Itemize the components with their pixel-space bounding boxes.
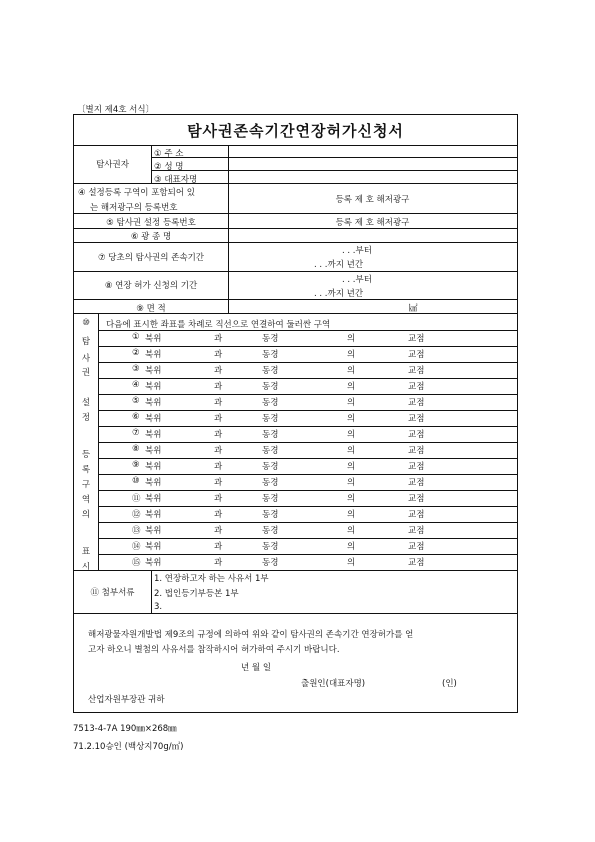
- latitude-label: 북위: [145, 398, 162, 408]
- point-number: ⑤: [132, 396, 140, 406]
- area-side-label-char: 역: [81, 495, 91, 505]
- and-label: 과: [214, 334, 223, 344]
- latitude-label: 북위: [145, 334, 162, 344]
- of-label: 의: [347, 494, 356, 504]
- applicant-sign-label[interactable]: 출원인(대표자명): [301, 679, 366, 689]
- row4-registration-value[interactable]: 등록 제 호 해저광구: [335, 195, 410, 205]
- longitude-label: 동경: [262, 430, 279, 440]
- point-number: ⑥: [132, 412, 140, 422]
- and-label: 과: [214, 462, 223, 472]
- row5-registration-value[interactable]: 등록 제 호 해저광구: [335, 218, 410, 228]
- of-label: 의: [347, 526, 356, 536]
- and-label: 과: [214, 366, 223, 376]
- area-side-label-char: 탐: [81, 337, 91, 347]
- point-number: ①: [132, 332, 140, 342]
- of-label: 의: [347, 510, 356, 520]
- intersection-label: 교점: [408, 526, 425, 536]
- and-label: 과: [214, 526, 223, 536]
- longitude-label: 동경: [262, 350, 279, 360]
- longitude-label: 동경: [262, 334, 279, 344]
- name-field[interactable]: [229, 158, 517, 170]
- longitude-label: 동경: [262, 494, 279, 504]
- of-label: 의: [347, 334, 356, 344]
- intersection-label: 교점: [408, 446, 425, 456]
- latitude-label: 북위: [145, 526, 162, 536]
- intersection-label: 교점: [408, 494, 425, 504]
- row9-unit: ㎢: [409, 304, 418, 314]
- of-label: 의: [347, 558, 356, 568]
- point-number: ⑧: [132, 444, 140, 454]
- latitude-label: 북위: [145, 414, 162, 424]
- area-description: 다음에 표시한 좌표를 차례로 직선으로 연결하여 둘러싼 구역: [106, 320, 331, 330]
- date-line[interactable]: 년 월 일: [241, 663, 272, 673]
- longitude-label: 동경: [262, 366, 279, 376]
- of-label: 의: [347, 382, 356, 392]
- point-number: ②: [132, 348, 140, 358]
- latitude-label: 북위: [145, 494, 162, 504]
- application-form: [73, 114, 518, 713]
- row7-from[interactable]: . . .부터: [342, 246, 372, 256]
- longitude-label: 동경: [262, 414, 279, 424]
- applicant-group-label: 탐사권자: [96, 160, 129, 170]
- row7-to[interactable]: . . .까지 년간: [314, 260, 364, 270]
- latitude-label: 북위: [145, 350, 162, 360]
- intersection-label: 교점: [408, 510, 425, 520]
- point-number: ⑪: [132, 494, 141, 504]
- declaration-line1: 해저광물자원개발법 제9조의 규정에 의하여 위와 같이 탐사권의 존속기간 연장허가를 얻: [88, 630, 414, 640]
- recipient-label: 산업자원부장관 귀하: [88, 695, 165, 705]
- address-field[interactable]: [229, 145, 517, 157]
- latitude-label: 북위: [145, 462, 162, 472]
- form-title: 탐사권존속기간연장허가신청서: [74, 115, 517, 146]
- row9-label: ⑨ 면 적: [136, 304, 166, 314]
- attachment-item-3: 3.: [154, 602, 163, 612]
- intersection-label: 교점: [408, 398, 425, 408]
- longitude-label: 동경: [262, 382, 279, 392]
- seal-mark: (인): [442, 679, 457, 689]
- point-number: ④: [132, 380, 140, 390]
- row7-label: ⑦ 당초의 탐사권의 존속기간: [97, 253, 205, 263]
- latitude-label: 북위: [145, 542, 162, 552]
- declaration-line2: 고자 하오니 별첨의 사유서를 참작하시어 허가하여 주시기 바랍니다.: [88, 645, 340, 655]
- point-number: ⑩: [132, 476, 140, 486]
- and-label: 과: [214, 398, 223, 408]
- longitude-label: 동경: [262, 558, 279, 568]
- longitude-label: 동경: [262, 398, 279, 408]
- of-label: 의: [347, 430, 356, 440]
- of-label: 의: [347, 462, 356, 472]
- area-side-label-char: 시: [81, 562, 91, 572]
- and-label: 과: [214, 558, 223, 568]
- representative-field[interactable]: [229, 171, 517, 183]
- area-side-label-char: 사: [81, 354, 91, 364]
- area-side-label-char: 표: [81, 547, 91, 557]
- area-side-label-char: ⑩: [82, 318, 90, 328]
- mineral-type-field[interactable]: [229, 229, 517, 241]
- of-label: 의: [347, 446, 356, 456]
- latitude-label: 북위: [145, 558, 162, 568]
- area-side-label-char: 의: [81, 510, 91, 520]
- and-label: 과: [214, 478, 223, 488]
- area-side-label-char: 정: [81, 413, 91, 423]
- point-number: ⑨: [132, 460, 140, 470]
- form-number-label: 〔별지 제4호 서식〕: [77, 105, 155, 115]
- attachment-item-1: 1. 연장하고자 하는 사유서 1부: [154, 574, 269, 584]
- of-label: 의: [347, 542, 356, 552]
- point-number: ③: [132, 364, 140, 374]
- intersection-label: 교점: [408, 334, 425, 344]
- of-label: 의: [347, 398, 356, 408]
- address-label: ① 주 소: [154, 149, 184, 159]
- area-side-label-char: 록: [81, 465, 91, 475]
- and-label: 과: [214, 494, 223, 504]
- of-label: 의: [347, 414, 356, 424]
- form-code: 7513-4-7A 190㎜×268㎜: [73, 724, 177, 734]
- intersection-label: 교점: [408, 542, 425, 552]
- intersection-label: 교점: [408, 382, 425, 392]
- and-label: 과: [214, 414, 223, 424]
- row6-label: ⑥ 광 종 명: [130, 232, 172, 242]
- longitude-label: 동경: [262, 526, 279, 536]
- row8-label: ⑧ 연장 허가 신청의 기간: [104, 281, 198, 291]
- intersection-label: 교점: [408, 414, 425, 424]
- intersection-label: 교점: [408, 366, 425, 376]
- row5-label: ⑤ 탐사권 설정 등록번호: [106, 218, 196, 228]
- row4-label-line1: ④ 설정등록 구역이 포함되어 있: [78, 188, 195, 198]
- of-label: 의: [347, 478, 356, 488]
- and-label: 과: [214, 510, 223, 520]
- and-label: 과: [214, 350, 223, 360]
- intersection-label: 교점: [408, 462, 425, 472]
- point-number: ⑫: [132, 510, 141, 520]
- latitude-label: 북위: [145, 366, 162, 376]
- area-side-label-char: 권: [81, 368, 91, 378]
- point-number: ⑮: [132, 558, 141, 568]
- name-label: ② 성 명: [154, 162, 184, 172]
- intersection-label: 교점: [408, 558, 425, 568]
- point-number: ⑭: [132, 542, 141, 552]
- of-label: 의: [347, 350, 356, 360]
- of-label: 의: [347, 366, 356, 376]
- area-side-label-char: 구: [81, 480, 91, 490]
- longitude-label: 동경: [262, 510, 279, 520]
- row8-from[interactable]: . . .부터: [342, 275, 372, 285]
- intersection-label: 교점: [408, 350, 425, 360]
- area-side-label-char: 등: [81, 450, 91, 460]
- longitude-label: 동경: [262, 542, 279, 552]
- approval-note: 71.2.10승인 (백상지70g/㎡): [73, 742, 184, 752]
- and-label: 과: [214, 542, 223, 552]
- latitude-label: 북위: [145, 382, 162, 392]
- and-label: 과: [214, 430, 223, 440]
- point-number: ⑬: [132, 526, 141, 536]
- latitude-label: 북위: [145, 446, 162, 456]
- and-label: 과: [214, 446, 223, 456]
- intersection-label: 교점: [408, 430, 425, 440]
- attachments-label: ⑪ 첨부서류: [90, 588, 135, 598]
- attachment-item-2: 2. 법인등기부등본 1부: [154, 589, 239, 599]
- point-number: ⑦: [132, 428, 140, 438]
- longitude-label: 동경: [262, 446, 279, 456]
- latitude-label: 북위: [145, 478, 162, 488]
- area-side-label-char: 설: [81, 398, 91, 408]
- latitude-label: 북위: [145, 430, 162, 440]
- longitude-label: 동경: [262, 478, 279, 488]
- longitude-label: 동경: [262, 462, 279, 472]
- representative-label: ③ 대표자명: [154, 175, 198, 185]
- row8-to[interactable]: . . .까지 년간: [314, 289, 364, 299]
- latitude-label: 북위: [145, 510, 162, 520]
- intersection-label: 교점: [408, 478, 425, 488]
- row4-label-line2: 는 해저광구의 등록번호: [90, 203, 178, 213]
- and-label: 과: [214, 382, 223, 392]
